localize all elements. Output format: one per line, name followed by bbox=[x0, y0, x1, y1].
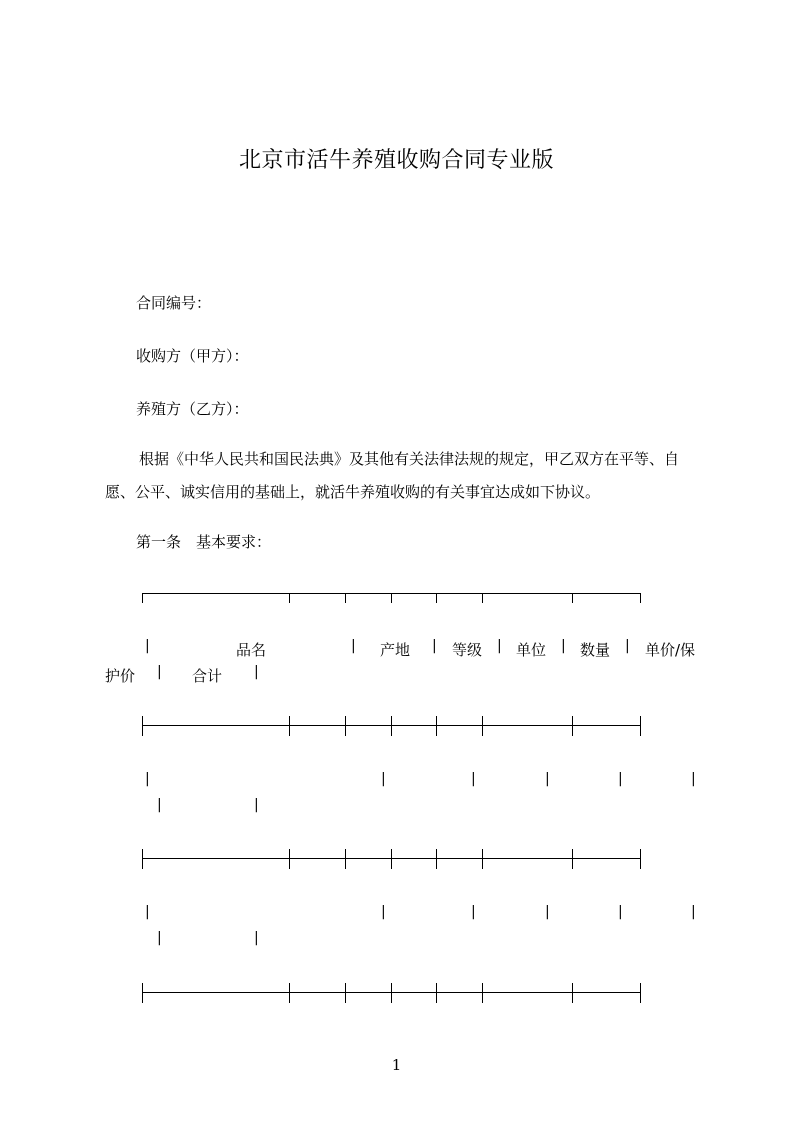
table-tick bbox=[482, 983, 483, 1003]
table-tick bbox=[142, 983, 143, 1003]
header-product-name: 品名 bbox=[236, 641, 267, 659]
table-tick bbox=[640, 983, 641, 1003]
table-tick bbox=[572, 983, 573, 1003]
table-tick bbox=[142, 593, 143, 603]
table-pipe: | bbox=[497, 638, 502, 654]
table-tick bbox=[640, 593, 641, 603]
table-pipe: | bbox=[254, 797, 259, 813]
table-pipe: | bbox=[145, 771, 150, 787]
header-total: 合计 bbox=[192, 667, 223, 685]
intro-paragraph: 根据《中华人民共和国民法典》及其他有关法律法规的规定，甲乙双方在平等、自愿、公平、诚实信用的基础上，就活牛养殖收购的有关事宜达成如下协议。 bbox=[105, 450, 680, 501]
header-grade: 等级 bbox=[452, 641, 483, 659]
table-tick bbox=[640, 716, 641, 736]
header-unit-price: 单价/保 bbox=[645, 641, 696, 659]
table-pipe: | bbox=[471, 904, 476, 920]
table-pipe: | bbox=[691, 771, 696, 787]
table-pipe: | bbox=[561, 638, 566, 654]
table-pipe: | bbox=[432, 638, 437, 654]
page-number: 1 bbox=[391, 1056, 402, 1074]
table-tick bbox=[436, 716, 437, 736]
table-pipe: | bbox=[618, 771, 623, 787]
buyer-label: 收购方（甲方）： bbox=[136, 347, 249, 365]
contract-number-label: 合同编号： bbox=[136, 294, 212, 312]
table-pipe: | bbox=[471, 771, 476, 787]
table-pipe: | bbox=[381, 904, 386, 920]
table-pipe: | bbox=[545, 771, 550, 787]
table-pipe: | bbox=[157, 664, 162, 680]
table-tick bbox=[391, 716, 392, 736]
page-title: 北京市活牛养殖收购合同专业版 bbox=[238, 148, 554, 173]
table-tick bbox=[345, 849, 346, 869]
table-tick bbox=[289, 716, 290, 736]
table-pipe: | bbox=[625, 638, 630, 654]
table-pipe: | bbox=[145, 638, 150, 654]
table-tick bbox=[289, 593, 290, 603]
table-tick bbox=[436, 593, 437, 603]
table-pipe: | bbox=[254, 930, 259, 946]
header-unit: 单位 bbox=[516, 641, 547, 659]
table-tick bbox=[345, 593, 346, 603]
table-pipe: | bbox=[145, 904, 150, 920]
table-tick bbox=[345, 716, 346, 736]
table-pipe: | bbox=[545, 904, 550, 920]
table-tick bbox=[391, 849, 392, 869]
header-origin: 产地 bbox=[380, 641, 411, 659]
table-tick bbox=[572, 849, 573, 869]
table-tick bbox=[142, 849, 143, 869]
table-tick bbox=[345, 983, 346, 1003]
header-quantity: 数量 bbox=[580, 641, 611, 659]
table-tick bbox=[142, 716, 143, 736]
table-tick bbox=[289, 983, 290, 1003]
table-pipe: | bbox=[691, 904, 696, 920]
breeder-label: 养殖方（乙方）： bbox=[136, 400, 249, 418]
table-tick bbox=[436, 849, 437, 869]
table-tick bbox=[572, 716, 573, 736]
table-tick bbox=[482, 716, 483, 736]
table-pipe: | bbox=[254, 664, 259, 680]
table-tick bbox=[436, 983, 437, 1003]
table-tick bbox=[572, 593, 573, 603]
table-tick bbox=[391, 593, 392, 603]
table-pipe: | bbox=[381, 771, 386, 787]
table-tick bbox=[482, 593, 483, 603]
table-pipe: | bbox=[618, 904, 623, 920]
table-tick bbox=[391, 983, 392, 1003]
table-tick bbox=[640, 849, 641, 869]
table-pipe: | bbox=[157, 930, 162, 946]
article-1-heading: 第一条 基本要求： bbox=[136, 533, 272, 551]
table-tick bbox=[289, 849, 290, 869]
header-protected-price: 护价 bbox=[105, 667, 136, 685]
table-tick bbox=[482, 849, 483, 869]
table-pipe: | bbox=[157, 797, 162, 813]
table-pipe: | bbox=[351, 638, 356, 654]
